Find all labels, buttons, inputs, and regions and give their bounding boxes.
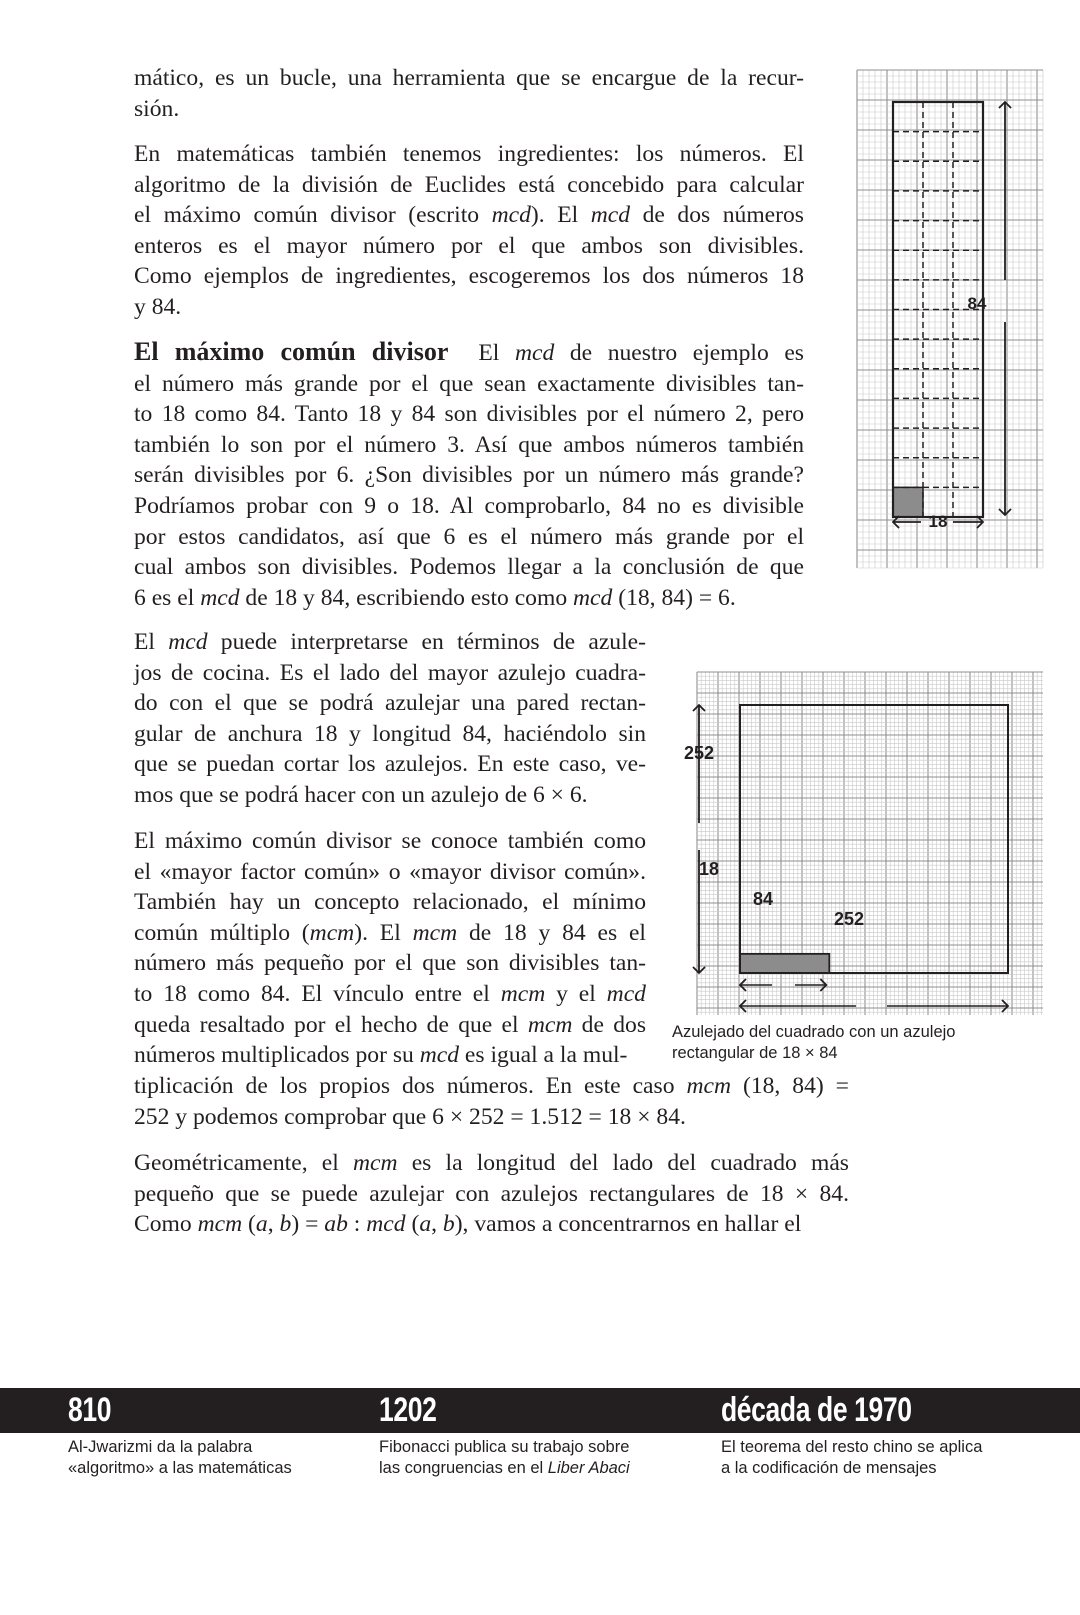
text-line: [134, 749, 646, 780]
text-run: jos de cocina. Es el lado del mayor azulejo cuadra-: [134, 659, 646, 686]
text-line: [134, 1179, 849, 1210]
text-run: En matemáticas también tenemos ingredientes: los números. El: [134, 141, 804, 167]
text-run: por estos candidatos, así que 6 es el número más grande por el: [134, 523, 804, 550]
text-run: algoritmo de la división de Euclides está concebido para calcular: [134, 171, 804, 198]
text-line: [134, 918, 646, 949]
timeline-description: [379, 1437, 630, 1478]
figure-gcd-rectangle: [830, 60, 1045, 570]
text-run: ). El: [530, 202, 591, 229]
text-run: común múltiplo (: [134, 919, 310, 946]
text-run: y 84.: [134, 293, 182, 320]
text-run: Fibonacci publica su trabajo sobre: [379, 1438, 630, 1456]
text-line: [134, 170, 804, 201]
text-run: to 18 como 84. El vínculo entre el: [134, 980, 501, 1007]
text-run: y el: [545, 980, 607, 1007]
text-line: [134, 583, 804, 614]
text-run: pequeño que se puede azulejar con azulejos rectangulares de 18 × 84.: [134, 1180, 849, 1207]
italic-term: mcm: [412, 919, 458, 946]
text-run: números multiplicados por su: [134, 1042, 420, 1069]
text-line: [134, 948, 646, 979]
text-line: [134, 1209, 849, 1240]
italic-term: Liber Abaci: [547, 1458, 630, 1477]
text-run: También hay un concepto relacionado, el mínimo: [134, 889, 646, 916]
text-run: de dos: [572, 1011, 646, 1038]
italic-term: mcd: [590, 202, 631, 229]
italic-term: mcd: [366, 1211, 406, 1238]
text-run: Podríamos probar con 9 o 18. Al comprobarlo, 84 no es divisible: [134, 492, 804, 519]
text-run: ,: [267, 1211, 280, 1238]
text-line: [134, 460, 804, 491]
square-horizontal-label: 252: [833, 909, 865, 929]
caption-line: Azulejado del cuadrado con un azulejo: [672, 1023, 956, 1041]
timeline-bar: [0, 1388, 1080, 1433]
text-run: es la longitud del lado del cuadrado más: [397, 1150, 849, 1176]
text-run: :: [347, 1211, 367, 1238]
text-run: ), vamos a concentrarnos en hallar el: [454, 1211, 802, 1238]
italic-term: mcd: [606, 980, 646, 1007]
text-line: [134, 979, 646, 1010]
italic-term: b: [279, 1211, 292, 1238]
text-run: mos que se podrá hacer con un azulejo de 6 × 6.: [134, 781, 588, 808]
text-run: el «mayor factor común» o «mayor divisor común».: [134, 858, 646, 885]
text-run: serán divisibles por 6. ¿Son divisibles por un número más grande?: [134, 462, 804, 489]
text-run: ). El: [354, 919, 413, 946]
italic-term: mcm: [527, 1011, 573, 1038]
text-line: [134, 887, 646, 918]
text-run: también lo son por el número 3. Así que ambos números también: [134, 431, 804, 458]
text-line: [134, 63, 804, 94]
text-line: [134, 552, 804, 583]
text-run: Como ejemplos de ingredientes, escogeremos los dos números 18: [134, 263, 804, 290]
timeline-description-line: [68, 1458, 292, 1479]
text-run: enteros es el mayor número por el que ambos son divisibles.: [134, 232, 804, 259]
square-outline: [740, 705, 1008, 973]
figure-lcm-square: [675, 650, 1045, 1015]
text-line: [134, 719, 646, 750]
text-run: 6 es el: [134, 584, 201, 611]
text-run: es igual a la mul-: [459, 1042, 628, 1069]
graph-paper-grid: [857, 70, 1043, 568]
text-run: gular de anchura 18 y longitud 84, haciéndolo sin: [134, 720, 646, 747]
text-run: a la codificación de mensajes: [721, 1458, 937, 1477]
text-line: [134, 261, 804, 292]
square-vertical-label: 252: [683, 743, 715, 763]
text-run: mático, es un bucle, una herramienta que se encargue de la recur-: [134, 65, 804, 91]
paragraph-lcm-continued: [134, 1071, 849, 1132]
italic-term: mcm: [686, 1073, 732, 1099]
italic-term: mcm: [197, 1211, 243, 1238]
text-run: to 18 como 84. Tanto 18 y 84 son divisibles por el número 2, pero: [134, 401, 804, 428]
text-line: [134, 688, 646, 719]
text-line: [134, 1010, 646, 1041]
text-run: do con el que se podrá azulejar una pared rectan-: [134, 690, 646, 717]
italic-term: mcd: [168, 629, 208, 655]
timeline-description: [721, 1437, 982, 1478]
timeline-year: 1202: [379, 1391, 437, 1429]
height-label: 84: [967, 294, 987, 313]
text-run: Al-Jwarizmi da la palabra: [68, 1438, 253, 1456]
text-run: El: [478, 340, 515, 366]
text-line: [134, 200, 804, 231]
text-line: [134, 627, 646, 658]
timeline-description-line: [721, 1458, 982, 1479]
text-line: [134, 1071, 849, 1102]
text-line: [134, 231, 804, 262]
section-heading: El máximo común divisor: [134, 337, 449, 366]
italic-term: a: [255, 1211, 268, 1238]
caption-line: rectangular de 18 × 84: [672, 1044, 838, 1062]
text-run: Geométricamente, el: [134, 1150, 353, 1176]
text-run: 252 y podemos comprobar que 6 × 252 = 1.512 = 18 × 84.: [134, 1103, 686, 1130]
text-run: cual ambos son divisibles. Podemos llegar a la conclusión de que: [134, 554, 804, 581]
text-run: (: [405, 1211, 420, 1238]
text-line: [134, 491, 804, 522]
text-run: Como: [134, 1211, 198, 1238]
timeline-year: 810: [68, 1391, 112, 1429]
text-run: de dos números: [630, 202, 804, 229]
text-run: ) =: [291, 1211, 325, 1238]
text-run: (: [242, 1211, 256, 1238]
text-run: sión.: [134, 95, 180, 122]
text-run: puede interpretarse en términos de azule-: [207, 629, 646, 655]
italic-term: ab: [324, 1211, 348, 1238]
text-run: el máximo común divisor (escrito: [134, 202, 492, 229]
italic-term: mcm: [500, 980, 546, 1007]
text-run: El máximo común divisor se conoce también como: [134, 828, 646, 854]
text-run: de 18 y 84, escribiendo esto como: [239, 584, 574, 611]
text-line: [134, 1040, 646, 1071]
text-line: [134, 780, 646, 811]
text-run: de 18 y 84 es el: [457, 919, 646, 946]
highlighted-tile: [893, 487, 923, 517]
highlighted-tile: [740, 954, 829, 973]
text-line: [134, 1102, 849, 1133]
text-line: [134, 399, 804, 430]
text-run: las congruencias en el: [379, 1458, 548, 1477]
text-run: (18, 84) = 6.: [612, 584, 736, 611]
paragraph-geometric: [134, 1148, 849, 1240]
text-run: ,: [431, 1211, 443, 1238]
text-line: [134, 430, 804, 461]
text-line: [134, 522, 804, 553]
paragraph-ingredients: [134, 139, 804, 323]
italic-term: mcm: [309, 919, 355, 946]
timeline-description-line: [68, 1437, 292, 1458]
text-run: tiplicación de los propios dos números. En este caso: [134, 1073, 687, 1099]
tile-height-label: 18: [698, 859, 720, 879]
text-run: de nuestro ejemplo es: [554, 340, 804, 366]
timeline-description-line: [379, 1437, 630, 1458]
tile-width-label: 84: [752, 889, 774, 909]
text-run: «algoritmo» a las matemáticas: [68, 1458, 292, 1477]
timeline-description-line: [721, 1437, 982, 1458]
italic-term: mcd: [419, 1042, 460, 1069]
text-run: El teorema del resto chino se aplica: [721, 1438, 983, 1456]
text-line: [134, 658, 646, 689]
text-line: [134, 826, 646, 857]
italic-term: mcm: [352, 1150, 398, 1176]
paragraph-recursion: [134, 63, 804, 124]
text-line: [134, 292, 804, 323]
text-run: (18, 84) =: [731, 1073, 849, 1099]
text-line: [134, 369, 804, 400]
italic-term: mcd: [573, 584, 613, 611]
text-run: queda resaltado por el hecho de que el: [134, 1011, 528, 1038]
timeline-description: [68, 1437, 292, 1478]
text-run: número más pequeño por el que son divisibles tan-: [134, 950, 646, 977]
text-line: [134, 337, 804, 369]
timeline-year: década de 1970: [721, 1391, 912, 1429]
timeline-description-line: [379, 1458, 630, 1479]
italic-term: mcd: [200, 584, 240, 611]
italic-term: mcd: [514, 340, 555, 366]
figure-caption: [672, 1022, 955, 1064]
text-run: El: [134, 629, 169, 655]
italic-term: a: [419, 1211, 432, 1238]
paragraph-tiles: [134, 627, 646, 811]
paragraph-lcm: [134, 826, 646, 1071]
text-line: [134, 1148, 849, 1179]
text-line: [134, 139, 804, 170]
text-line: [134, 857, 646, 888]
width-label: 18: [928, 512, 948, 531]
text-run: el número más grande por el que sean exactamente divisibles tan-: [134, 370, 804, 397]
text-line: [134, 94, 804, 125]
text-run: que se puedan cortar los azulejos. En este caso, ve-: [134, 751, 646, 778]
italic-term: b: [442, 1211, 455, 1238]
paragraph-gcd: [134, 337, 804, 613]
italic-term: mcd: [491, 202, 531, 229]
